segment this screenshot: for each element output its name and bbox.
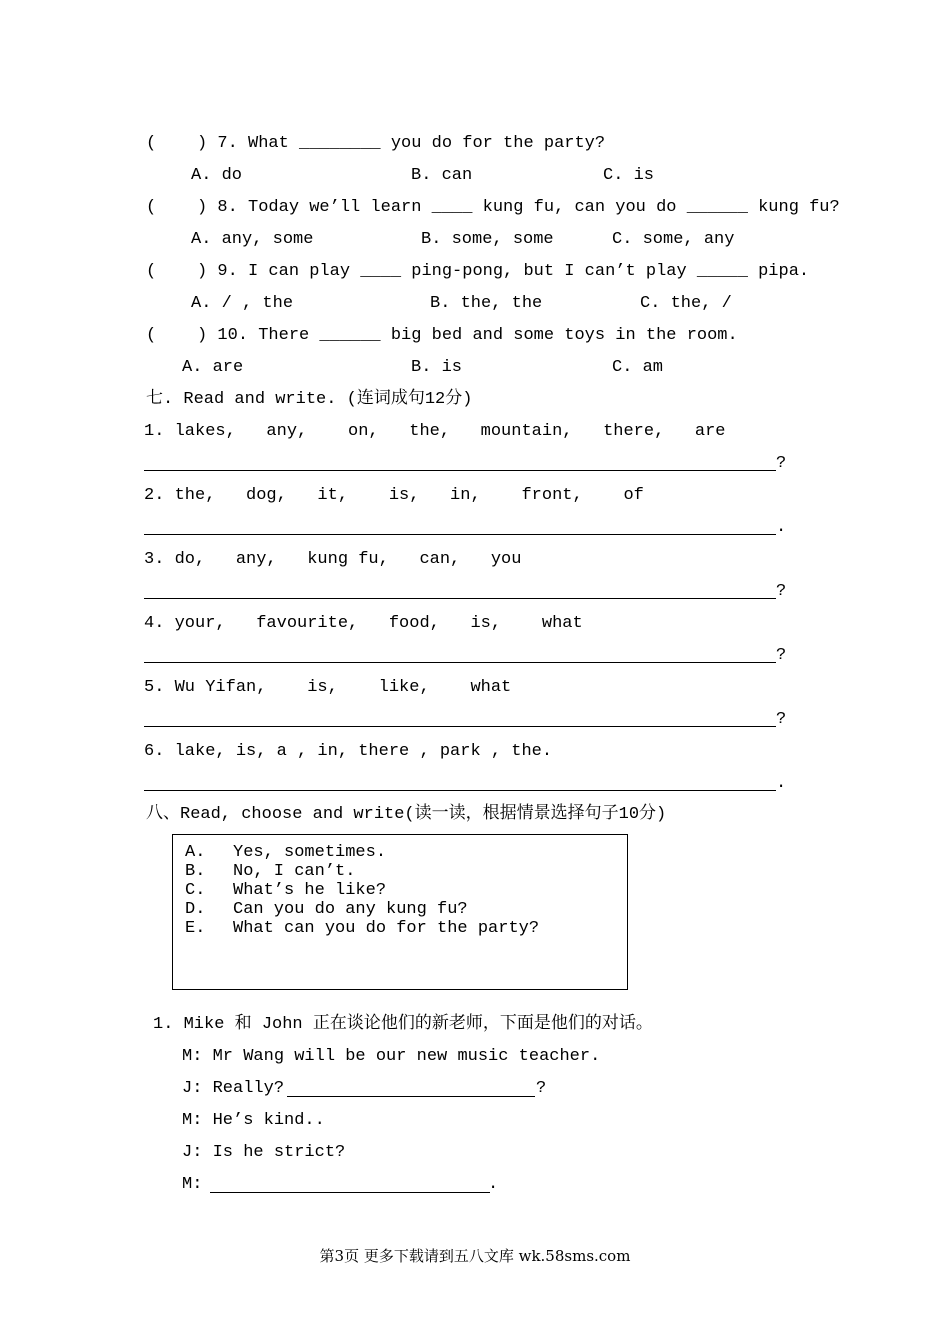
option-d-letter: D. xyxy=(185,900,206,919)
s7-item-6-words: 6. lake, is, a , in, there , park , the. xyxy=(144,742,553,761)
section-8-title: 八、Read, choose and write(读一读，根据情景选择句子10分) xyxy=(146,805,667,824)
q8-option-c: C. some, any xyxy=(612,230,735,249)
q7-option-b: B. can xyxy=(411,166,473,185)
q9-option-b: B. the, the xyxy=(430,294,543,313)
dialogue-line-1 xyxy=(182,1047,600,1067)
s7-item-4-answer-line[interactable] xyxy=(144,662,776,663)
option-a-letter: A. xyxy=(185,843,206,862)
option-d-text: Can you do any kung fu? xyxy=(233,900,468,919)
s7-item-1-words: 1. lakes, any, on, the, mountain, there, are xyxy=(144,422,726,441)
option-a xyxy=(185,843,386,862)
option-b xyxy=(185,862,355,881)
dialogue-line-2 xyxy=(182,1079,284,1099)
dialogue-line-5 xyxy=(182,1175,202,1195)
dialogue-2-qmark: ? xyxy=(536,1079,547,1098)
option-d xyxy=(185,900,468,919)
dialogue-text-1: Mr Wang will be our new music teacher. xyxy=(212,1047,601,1066)
q7-option-c: C. is xyxy=(603,166,655,185)
speaker-5: M: xyxy=(182,1175,203,1194)
s7-item-5-answer-line[interactable] xyxy=(144,726,776,727)
page-footer: 第3页 更多下载请到五八文库 wk.58sms.com xyxy=(319,1247,631,1265)
dialogue-5-period: . xyxy=(488,1175,499,1194)
option-e-letter: E. xyxy=(185,919,206,938)
option-b-letter: B. xyxy=(185,862,206,881)
s7-item-5-end: ? xyxy=(776,710,787,729)
s7-item-4-words: 4. your, favourite, food, is, what xyxy=(144,614,583,633)
dialogue-line-4 xyxy=(182,1143,345,1163)
s7-item-2-words: 2. the, dog, it, is, in, front, of xyxy=(144,486,644,505)
question-10: ( ) 10. There ______ big bed and some toys in the room. xyxy=(146,326,738,345)
q8-option-a: A. any, some xyxy=(191,230,314,249)
option-a-text: Yes, sometimes. xyxy=(233,843,387,862)
q9-option-c: C. the, / xyxy=(640,294,732,313)
s7-item-6-answer-line[interactable] xyxy=(144,790,776,791)
speaker-3: M: xyxy=(182,1111,203,1130)
option-e xyxy=(185,919,539,938)
question-7: ( ) 7. What ________ you do for the party? xyxy=(146,134,606,153)
dialogue-text-3: He’s kind.. xyxy=(212,1111,325,1130)
q9-option-a: A. / , the xyxy=(191,294,294,313)
question-9: ( ) 9. I can play ____ ping-pong, but I can’t play _____ pipa. xyxy=(146,262,810,281)
dialogue-2-answer-line[interactable] xyxy=(287,1096,535,1097)
option-c-text: What’s he like? xyxy=(233,881,387,900)
dialogue-intro: 1. Mike 和 John 正在谈论他们的新老师，下面是他们的对话。 xyxy=(153,1015,653,1034)
options-box xyxy=(172,834,628,990)
q10-option-b: B. is xyxy=(411,358,463,377)
dialogue-text-4: Is he strict? xyxy=(212,1143,346,1162)
s7-item-5-words: 5. Wu Yifan, is, like, what xyxy=(144,678,512,697)
dialogue-5-answer-line[interactable] xyxy=(210,1192,490,1193)
s7-item-3-end: ? xyxy=(776,582,787,601)
speaker-4: J: xyxy=(182,1143,203,1162)
dialogue-text-2: Really? xyxy=(212,1079,285,1098)
question-8: ( ) 8. Today we’ll learn ____ kung fu, can you do ______ kung fu? xyxy=(146,198,840,217)
q8-option-b: B. some, some xyxy=(421,230,554,249)
s7-item-1-answer-line[interactable] xyxy=(144,470,776,471)
section-7-title: 七. Read and write. (连词成句12分) xyxy=(146,390,473,409)
q10-option-a: A. are xyxy=(182,358,244,377)
option-c xyxy=(185,881,386,900)
s7-item-2-answer-line[interactable] xyxy=(144,534,776,535)
s7-item-3-answer-line[interactable] xyxy=(144,598,776,599)
s7-item-2-end: . xyxy=(776,518,787,537)
s7-item-1-end: ? xyxy=(776,454,787,473)
dialogue-line-3 xyxy=(182,1111,325,1131)
speaker-1: M: xyxy=(182,1047,203,1066)
s7-item-6-end: . xyxy=(776,774,787,793)
option-e-text: What can you do for the party? xyxy=(233,919,540,938)
q10-option-c: C. am xyxy=(612,358,664,377)
option-c-letter: C. xyxy=(185,881,206,900)
q7-option-a: A. do xyxy=(191,166,243,185)
s7-item-4-end: ? xyxy=(776,646,787,665)
speaker-2: J: xyxy=(182,1079,203,1098)
option-b-text: No, I can’t. xyxy=(233,862,356,881)
s7-item-3-words: 3. do, any, kung fu, can, you xyxy=(144,550,522,569)
